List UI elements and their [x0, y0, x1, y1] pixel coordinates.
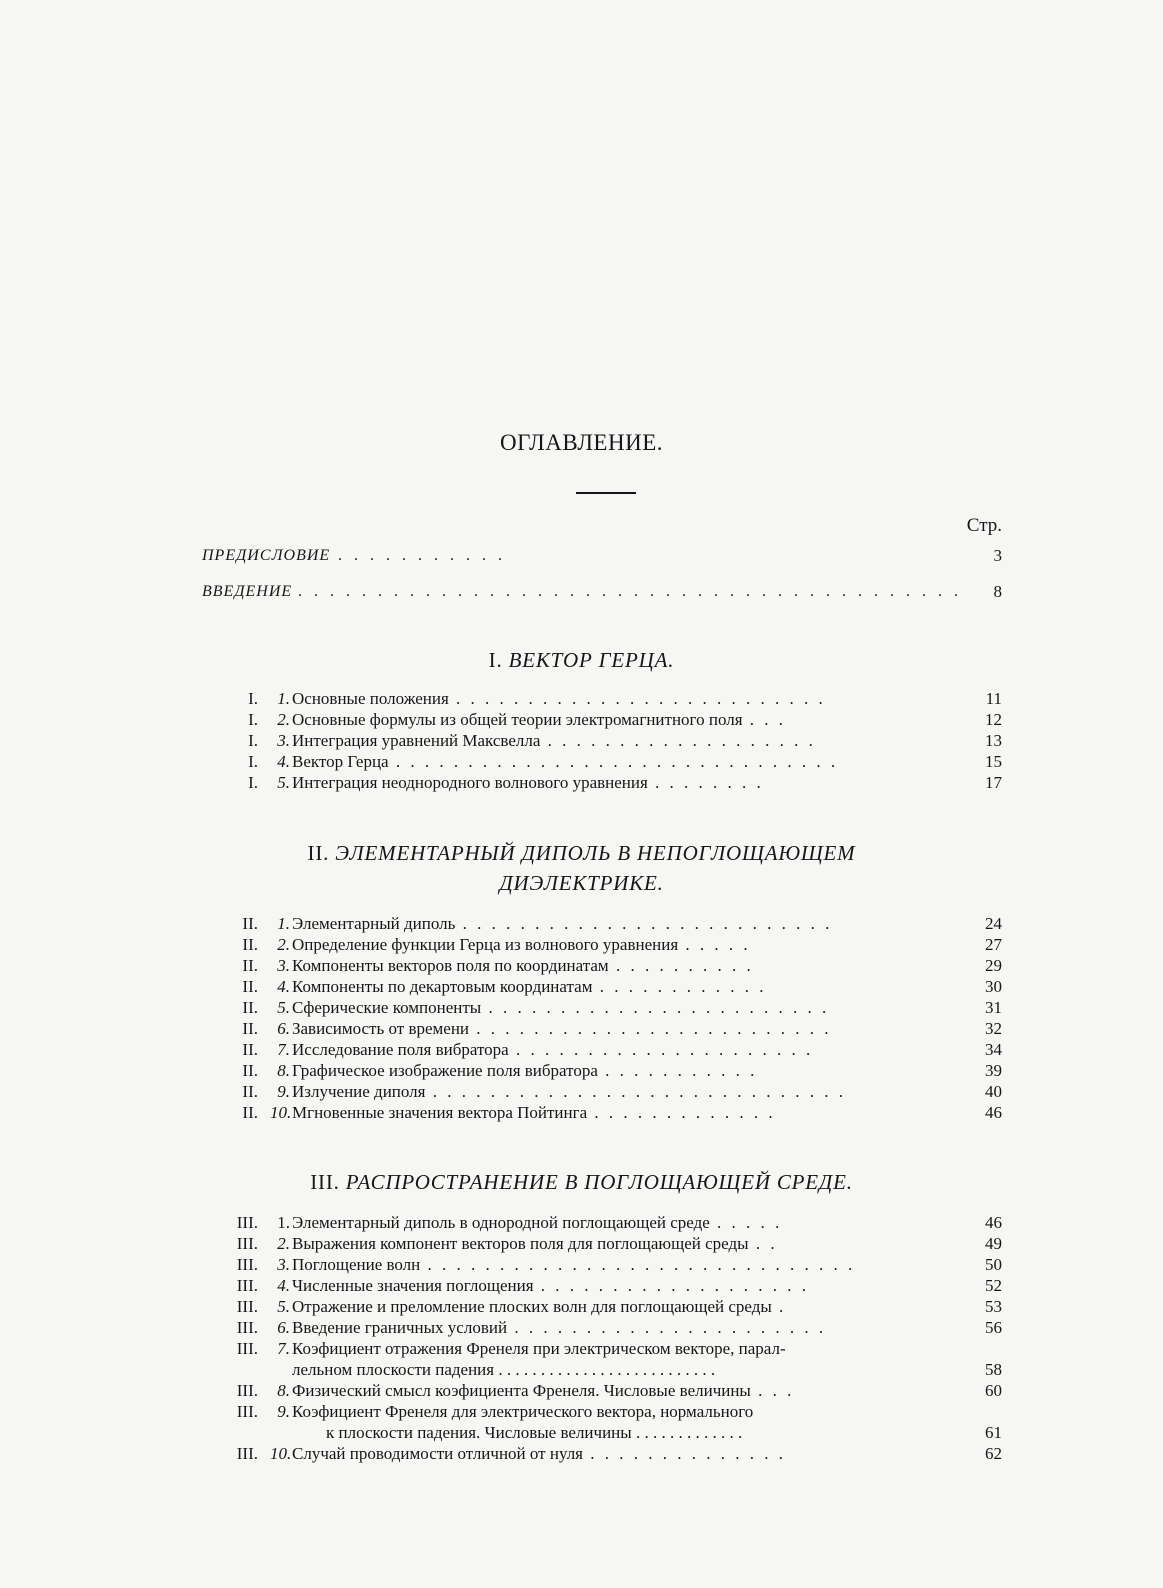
leader-dots: . . . . . . . .: [647, 773, 764, 792]
toc-entry: [210, 997, 1002, 1018]
entry-title: Основные формулы из общей теории электромагнитного поля: [292, 710, 743, 729]
page-number: 56: [985, 1318, 1002, 1337]
page-number: 31: [985, 998, 1002, 1017]
page-number: 53: [985, 1297, 1002, 1316]
entry-title: Случай проводимости отличной от нуля: [292, 1444, 584, 1463]
page-number: 52: [985, 1276, 1002, 1295]
leader-dots: .: [771, 1297, 787, 1316]
page-number: 60: [985, 1381, 1002, 1400]
entry-roman: III.: [236, 1213, 258, 1232]
leader-dots: . .: [748, 1234, 778, 1253]
entry-roman: III.: [236, 1234, 258, 1253]
entry-number: 9.: [277, 1402, 290, 1421]
entry-number: 8.: [277, 1061, 290, 1080]
chapter-3-entries: [210, 1212, 1002, 1464]
entry-roman: III.: [236, 1381, 258, 1400]
page-number: 11: [985, 689, 1002, 708]
entry-number: 10.: [270, 1103, 292, 1122]
entry-title: Зависимость от времени: [292, 1019, 470, 1038]
entry-text: [292, 1338, 932, 1359]
toc-entry: [210, 1296, 1002, 1317]
chapter-1-heading: [0, 645, 1163, 675]
leader-dots: . . . . . . . . . . . . . .: [583, 1444, 787, 1463]
toc-entry: [210, 1317, 1002, 1338]
leader-dots: . . . . .: [678, 935, 751, 954]
entry-text: [292, 1018, 932, 1039]
entry-text: [292, 1296, 932, 1317]
entry-number: 2.: [277, 1234, 290, 1253]
page-number: 3: [993, 546, 1002, 565]
entry-text: [292, 751, 932, 772]
entry-roman: III.: [236, 1297, 258, 1316]
entry-roman: II.: [242, 1061, 258, 1080]
entry-number: 7.: [277, 1339, 290, 1358]
entry-text: [292, 772, 932, 793]
entry-text: [292, 976, 932, 997]
entry-title-continuation: к плоскости падения. Числовые величины . . . . . . . . . . . . .: [292, 1423, 743, 1442]
leader-dots: . . .: [750, 1381, 795, 1400]
entry-roman: II.: [242, 935, 258, 954]
entry-title-continuation: лельном плоскости падения . . . . . . . . . . . . . . . . . . . . . . . . . .: [292, 1360, 716, 1379]
entry-title: Введение граничных условий: [292, 1318, 508, 1337]
front-matter-label: ВВЕДЕНИЕ: [202, 583, 293, 600]
entry-title: Коэфициент отражения Френеля при электрическом векторе, парал-: [292, 1339, 786, 1358]
entry-roman: I.: [248, 773, 258, 792]
entry-number: 1.: [277, 1213, 290, 1232]
entry-title: Интеграция уравнений Максвелла: [292, 731, 541, 750]
page-number: 8: [993, 582, 1002, 601]
toc-entry: [210, 1039, 1002, 1060]
entry-roman: II.: [242, 998, 258, 1017]
page-number: 39: [985, 1061, 1002, 1080]
entry-roman: II.: [242, 1040, 258, 1059]
chapter-title: ВЕКТОР ГЕРЦА.: [508, 648, 675, 672]
toc-entry: [210, 730, 1002, 751]
entry-roman: III.: [236, 1255, 258, 1274]
entry-text: [292, 730, 932, 751]
entry-number: 5.: [277, 998, 290, 1017]
toc-entry: [210, 1443, 1002, 1464]
entry-text: [292, 1401, 932, 1422]
entry-title: Элементарный диполь в однородной поглощающей среде: [292, 1213, 710, 1232]
entry-roman: III.: [236, 1318, 258, 1337]
page-number: 12: [985, 710, 1002, 729]
entry-roman: III.: [236, 1402, 258, 1421]
page-title: ОГЛАВЛЕНИЕ.: [499, 430, 664, 455]
chapter-roman: III.: [310, 1170, 340, 1194]
page-number: 32: [985, 1019, 1002, 1038]
leader-dots: . . . . . . . . . . . . . . . . . . . . . . . . . . . . .: [425, 1082, 846, 1101]
entry-roman: II.: [242, 1103, 258, 1122]
page-number: 46: [985, 1103, 1002, 1122]
entry-title: Численные значения поглощения: [292, 1276, 534, 1295]
toc-entry: [210, 1081, 1002, 1102]
entry-text: [292, 1317, 932, 1338]
entry-roman: I.: [248, 710, 258, 729]
entry-number: 3.: [277, 731, 290, 750]
leader-dots: . . . . .: [709, 1213, 783, 1232]
page-number: 13: [985, 731, 1002, 750]
entry-title: Компоненты по декартовым координатам: [292, 977, 593, 996]
entry-title: Физический смысл коэфициента Френеля. Числовые величины: [292, 1381, 751, 1400]
toc-entry: [210, 1018, 1002, 1039]
page-number: 49: [985, 1234, 1002, 1253]
toc-entry: [210, 688, 1002, 709]
chapter-2-entries: [210, 913, 1002, 1123]
chapter-title-line2: ДИЭЛЕКТРИКЕ.: [499, 871, 664, 895]
entry-number: 4.: [277, 752, 290, 771]
toc-entry: [210, 934, 1002, 955]
entry-title: Отражение и преломление плоских волн для поглощающей среды: [292, 1297, 772, 1316]
leader-dots: . . . . . . . . . . . . . . . . . . . . . . . . . . . . . . . . . . . . . . . . . .: [298, 583, 962, 600]
leader-dots: . . . . . . . . . . .: [338, 547, 506, 564]
entry-title: Сферические компоненты: [292, 998, 482, 1017]
front-matter-preface: [202, 545, 1002, 567]
entry-text: [292, 1254, 932, 1275]
toc-entry: [210, 1060, 1002, 1081]
leader-dots: . . . . . . . . . . .: [597, 1061, 758, 1080]
leader-dots: . . . . . . . . . . . . . . . . . . .: [533, 1276, 810, 1295]
leader-dots: . . . . . . . . . . . . . . . . . . . . . . . . . .: [455, 914, 833, 933]
entry-roman: I.: [248, 731, 258, 750]
entry-number: 10.: [270, 1444, 292, 1463]
page-number: 58: [985, 1360, 1002, 1379]
leader-dots: . . . . . . . . . . . .: [592, 977, 767, 996]
leader-dots: . . . . . . . . . . . . . . . . . . . . . .: [507, 1318, 827, 1337]
leader-dots: . . . . . . . . . . . . . . . . . . . . . . . . . .: [448, 689, 826, 708]
toc-entry: [210, 1102, 1002, 1123]
front-matter-introduction: [202, 581, 1002, 603]
leader-dots: . . .: [742, 710, 787, 729]
front-matter-label: ПРЕДИСЛОВИЕ: [202, 547, 331, 564]
toc-entry: [210, 1401, 1002, 1443]
entry-number: 5.: [277, 773, 290, 792]
toc-entry: [210, 751, 1002, 772]
entry-title: Компоненты векторов поля по координатам: [292, 956, 609, 975]
entry-title: Интеграция неоднородного волнового уравнения: [292, 773, 648, 792]
entry-number: 5.: [277, 1297, 290, 1316]
page-number: 17: [985, 773, 1002, 792]
leader-dots: . . . . . . . . . . . . .: [587, 1103, 776, 1122]
toc-entry: [210, 772, 1002, 793]
entry-title: Определение функции Герца из волнового уравнения: [292, 935, 679, 954]
toc-entry: [210, 1380, 1002, 1401]
leader-dots: . . . . . . . . . . . . . . . . . . .: [540, 731, 816, 750]
entry-text: [292, 997, 932, 1018]
entry-roman: III.: [236, 1276, 258, 1295]
leader-dots: . . . . . . . . . . . . . . . . . . . . . . . . . . . . . . .: [388, 752, 839, 771]
leader-dots: . . . . . . . . . . . . . . . . . . . . . . . .: [481, 998, 830, 1017]
entry-roman: II.: [242, 977, 258, 996]
entry-text: [292, 934, 932, 955]
entry-roman: I.: [248, 689, 258, 708]
toc-entry: [210, 955, 1002, 976]
leader-dots: . . . . . . . . . . . . . . . . . . . . . . . . .: [469, 1019, 832, 1038]
entry-number: 1.: [277, 689, 290, 708]
entry-text: [292, 688, 932, 709]
page-number: 29: [985, 956, 1002, 975]
entry-roman: II.: [242, 914, 258, 933]
entry-number: 6.: [277, 1019, 290, 1038]
page-number: 27: [985, 935, 1002, 954]
toc-entry: [210, 1233, 1002, 1254]
entry-text: [292, 1233, 932, 1254]
entry-number: 2.: [277, 935, 290, 954]
entry-number: 3.: [277, 956, 290, 975]
title-rule: [576, 492, 636, 494]
page-number: 24: [985, 914, 1002, 933]
page-number: 30: [985, 977, 1002, 996]
entry-text: [292, 1380, 932, 1401]
entry-text: [292, 1102, 932, 1123]
chapter-title: ЭЛЕМЕНТАРНЫЙ ДИПОЛЬ В НЕПОГЛОЩАЮЩЕМ: [335, 841, 856, 865]
chapter-title: РАСПРОСТРАНЕНИЕ В ПОГЛОЩАЮЩЕЙ СРЕДЕ.: [345, 1170, 853, 1194]
chapter-roman: I.: [488, 648, 503, 672]
entry-roman: II.: [242, 1019, 258, 1038]
toc-entry: [210, 1254, 1002, 1275]
entry-number: 3.: [277, 1255, 290, 1274]
entry-title: Элементарный диполь: [292, 914, 456, 933]
page-number: 62: [985, 1444, 1002, 1463]
page-column-label: Стр.: [966, 515, 1002, 536]
entry-roman: II.: [242, 1082, 258, 1101]
entry-number: 4.: [277, 977, 290, 996]
chapter-2-heading: [0, 838, 1163, 898]
entry-title: Мгновенные значения вектора Пойтинга: [292, 1103, 588, 1122]
page-number: 50: [985, 1255, 1002, 1274]
entry-title: Графическое изображение поля вибратора: [292, 1061, 598, 1080]
leader-dots: . . . . . . . . . . . . . . . . . . . . .: [508, 1040, 814, 1059]
chapter-roman: II.: [307, 841, 330, 865]
entry-text: [292, 1443, 932, 1464]
entry-title: Исследование поля вибратора: [292, 1040, 509, 1059]
entry-roman: II.: [242, 956, 258, 975]
entry-text: [292, 1060, 932, 1081]
leader-dots: . . . . . . . . . .: [608, 956, 754, 975]
entry-title: Излучение диполя: [292, 1082, 426, 1101]
toc-entry: [210, 1212, 1002, 1233]
entry-roman: I.: [248, 752, 258, 771]
entry-number: 2.: [277, 710, 290, 729]
entry-text: [292, 1275, 932, 1296]
page-number: 40: [985, 1082, 1002, 1101]
leader-dots: . . . . . . . . . . . . . . . . . . . . . . . . . . . . . .: [420, 1255, 856, 1274]
entry-text: [292, 955, 932, 976]
toc-entry: [210, 1338, 1002, 1380]
toc-entry: [210, 913, 1002, 934]
toc-entry: [210, 709, 1002, 730]
entry-title: Вектор Герца: [292, 752, 389, 771]
toc-entry: [210, 1275, 1002, 1296]
entry-roman: III.: [236, 1444, 258, 1463]
entry-text: [292, 1039, 932, 1060]
entry-title: Поглощение волн: [292, 1255, 421, 1274]
entry-number: 1.: [277, 914, 290, 933]
entry-roman: III.: [236, 1339, 258, 1358]
entry-text: [292, 1081, 932, 1102]
entry-number: 4.: [277, 1276, 290, 1295]
page-number: 34: [985, 1040, 1002, 1059]
chapter-1-entries: [210, 688, 1002, 793]
entry-number: 8.: [277, 1381, 290, 1400]
entry-title: Выражения компонент векторов поля для поглощающей среды: [292, 1234, 749, 1253]
entry-title: Коэфициент Френеля для электрического вектора, нормального: [292, 1402, 754, 1421]
entry-number: 7.: [277, 1040, 290, 1059]
entry-text: [292, 709, 932, 730]
entry-text: [292, 913, 932, 934]
chapter-3-heading: [0, 1167, 1163, 1197]
page-number: 46: [985, 1213, 1002, 1232]
page-number: 15: [985, 752, 1002, 771]
entry-number: 6.: [277, 1318, 290, 1337]
entry-title: Основные положения: [292, 689, 449, 708]
page-number: 61: [985, 1423, 1002, 1442]
entry-number: 9.: [277, 1082, 290, 1101]
entry-text: [292, 1212, 932, 1233]
toc-entry: [210, 976, 1002, 997]
